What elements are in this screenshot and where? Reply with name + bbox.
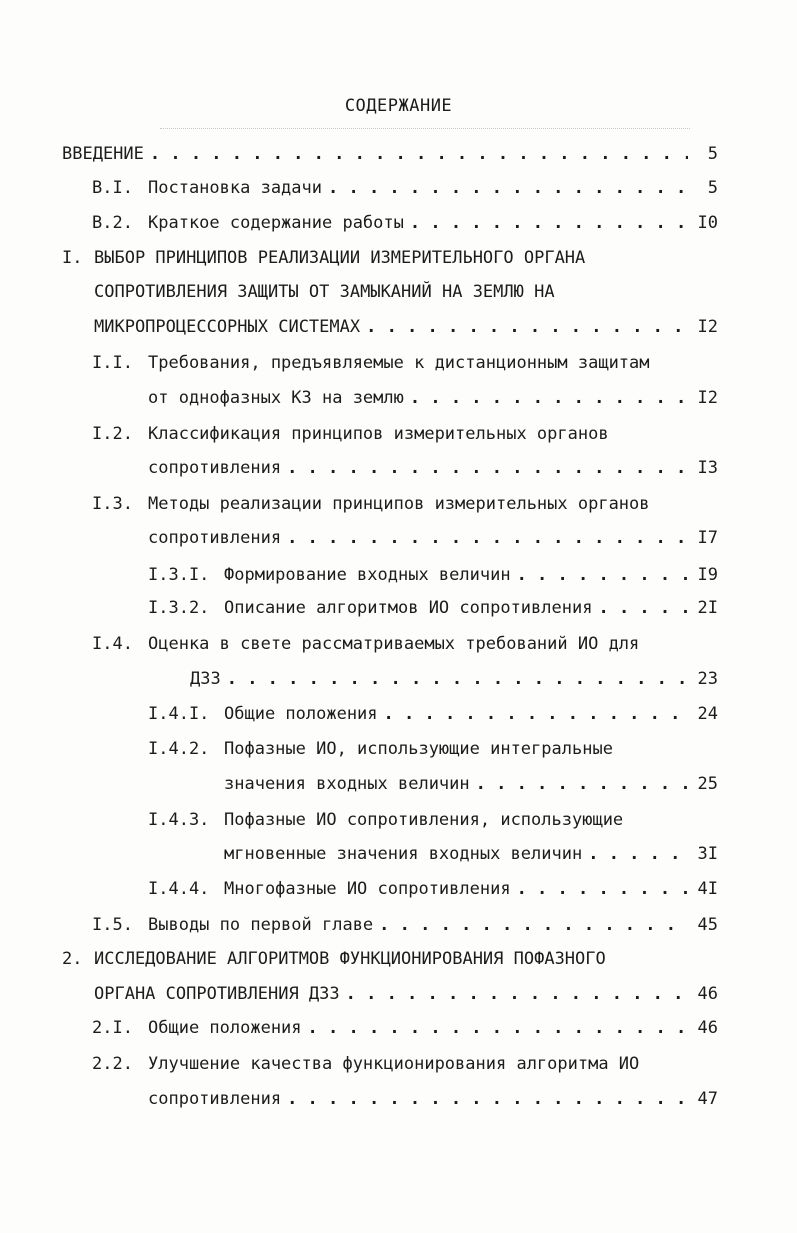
toc-entry-title: ВВЕДЕНИЕ bbox=[62, 144, 144, 164]
toc-entry-page-number: 3I bbox=[697, 844, 718, 864]
toc-entry-title: СОПРОТИВЛЕНИЯ ЗАЩИТЫ ОТ ЗАМЫКАНИЙ НА ЗЕМЛЮ НА bbox=[94, 282, 555, 302]
toc-entry-title: ИССЛЕДОВАНИЕ АЛГОРИТМОВ ФУНКЦИОНИРОВАНИЯ ПОФАЗНОГО bbox=[94, 949, 606, 969]
toc-entry-page-number: I2 bbox=[697, 317, 718, 337]
toc-entry bbox=[224, 840, 718, 868]
toc-entry bbox=[62, 945, 718, 973]
toc-entry bbox=[148, 700, 718, 728]
toc-entry bbox=[148, 561, 718, 589]
toc-entry-number: I.2. bbox=[92, 424, 133, 444]
toc-entry-page-number: 25 bbox=[697, 774, 718, 794]
toc-entry bbox=[148, 594, 718, 622]
toc-leader-dots bbox=[150, 140, 688, 168]
toc-entry-page-number: 5 bbox=[707, 178, 718, 198]
toc-leader-dots bbox=[346, 980, 688, 1008]
toc-entry bbox=[92, 490, 718, 518]
toc-entry-number: I.4.3. bbox=[148, 810, 210, 830]
toc-entry bbox=[94, 313, 718, 341]
toc-entry-title: Выводы по первой главе bbox=[148, 915, 374, 935]
toc-entry-page-number: 46 bbox=[697, 1018, 718, 1038]
toc-leader-dots bbox=[379, 911, 688, 939]
toc-entry-page-number: I0 bbox=[697, 213, 718, 233]
toc-entry-number: 2.I. bbox=[92, 1018, 133, 1038]
toc-entry-title: Оценка в свете рассматриваемых требований ИО для bbox=[148, 634, 640, 654]
scan-artifact-dots bbox=[160, 128, 690, 135]
toc-leader-dots bbox=[227, 665, 688, 693]
toc-entry-title: Классификация принципов измерительных органов bbox=[148, 424, 609, 444]
toc-entry bbox=[92, 174, 718, 202]
toc-entry-number: I.4. bbox=[92, 634, 133, 654]
toc-leader-dots bbox=[517, 561, 688, 589]
toc-entry-title: Требования, предъявляемые к дистанционным защитам bbox=[148, 353, 650, 373]
toc-leader-dots bbox=[598, 594, 688, 622]
toc-entry-title: значения входных величин bbox=[224, 774, 470, 794]
toc-leader-dots bbox=[328, 174, 688, 202]
toc-entry bbox=[190, 665, 718, 693]
toc-leader-dots bbox=[517, 875, 688, 903]
toc-entry-page-number: 47 bbox=[697, 1089, 718, 1109]
toc-entry-page-number: 4I bbox=[697, 879, 718, 899]
toc-entry-title: Краткое содержание работы bbox=[148, 213, 404, 233]
toc-entry-title: ДЗЗ bbox=[190, 669, 221, 689]
toc-entry-title: Пофазные ИО сопротивления, использующие bbox=[224, 810, 624, 830]
toc-entry-title: Постановка задачи bbox=[148, 178, 322, 198]
toc-entry bbox=[92, 209, 718, 237]
toc-entry-number: I.3.I. bbox=[148, 565, 210, 585]
toc-entry-page-number: 45 bbox=[697, 915, 718, 935]
toc-entry-number: I.5. bbox=[92, 915, 133, 935]
toc-entry bbox=[62, 140, 718, 168]
toc-entry-title: ВЫБОР ПРИНЦИПОВ РЕАЛИЗАЦИИ ИЗМЕРИТЕЛЬНОГО ОРГАНА bbox=[94, 248, 586, 268]
toc-leader-dots bbox=[287, 1085, 688, 1113]
toc-entry-title: от однофазных КЗ на землю bbox=[148, 388, 404, 408]
toc-leader-dots bbox=[476, 770, 688, 798]
toc-entry-number: В.2. bbox=[92, 213, 133, 233]
toc-entry-page-number: I9 bbox=[697, 565, 718, 585]
toc-leader-dots bbox=[308, 1014, 688, 1042]
toc-entry-title: мгновенные значения входных величин bbox=[224, 844, 583, 864]
toc-entry-number: I.4.2. bbox=[148, 739, 210, 759]
toc-entry bbox=[92, 911, 718, 939]
toc-entry-number: 2. bbox=[62, 949, 83, 969]
toc-entry-page-number: I3 bbox=[697, 458, 718, 478]
toc-entry-page-number: 23 bbox=[697, 669, 718, 689]
toc-entry bbox=[148, 1085, 718, 1113]
toc-entry-page-number: 5 bbox=[707, 144, 718, 164]
toc-entry-number: I.I. bbox=[92, 353, 133, 373]
toc-entry-number: I.4.I. bbox=[148, 704, 210, 724]
toc-entry bbox=[148, 735, 718, 763]
toc-entry-title: Описание алгоритмов ИО сопротивления bbox=[224, 598, 593, 618]
toc-entry-page-number: I2 bbox=[697, 388, 718, 408]
toc-entry-title: сопротивления bbox=[148, 528, 282, 548]
toc-entry-title: сопротивления bbox=[148, 1089, 282, 1109]
toc-entry bbox=[148, 384, 718, 412]
page-title: СОДЕРЖАНИЕ bbox=[344, 96, 453, 116]
toc-leader-dots bbox=[366, 313, 688, 341]
toc-entry-page-number: 46 bbox=[697, 984, 718, 1004]
toc-entry bbox=[92, 1050, 718, 1078]
toc-entry bbox=[94, 980, 718, 1008]
toc-entry bbox=[148, 806, 718, 834]
toc-entry bbox=[148, 875, 718, 903]
toc-entry-title: Пофазные ИО, использующие интегральные bbox=[224, 739, 613, 759]
toc-entry-number: I.4.4. bbox=[148, 879, 210, 899]
toc-entry bbox=[94, 278, 718, 306]
toc-leader-dots bbox=[410, 384, 688, 412]
toc-entry bbox=[224, 770, 718, 798]
toc-entry bbox=[62, 244, 718, 272]
toc-entry-number: I. bbox=[62, 248, 83, 268]
toc-entry bbox=[92, 349, 718, 377]
toc-leader-dots bbox=[287, 524, 688, 552]
toc-entry bbox=[148, 454, 718, 482]
toc-entry-page-number: I7 bbox=[697, 528, 718, 548]
toc-leader-dots bbox=[588, 840, 688, 868]
toc-entry-title: ОРГАНА СОПРОТИВЛЕНИЯ ДЗЗ bbox=[94, 984, 340, 1004]
toc-entry-page-number: 24 bbox=[697, 704, 718, 724]
toc-entry bbox=[148, 524, 718, 552]
toc-leader-dots bbox=[287, 454, 688, 482]
toc-entry-title: сопротивления bbox=[148, 458, 282, 478]
toc-entry-title: Общие положения bbox=[148, 1018, 302, 1038]
toc-entry-number: 2.2. bbox=[92, 1054, 133, 1074]
toc-entry bbox=[92, 420, 718, 448]
toc-entry-number: I.3.2. bbox=[148, 598, 210, 618]
toc-entry bbox=[92, 630, 718, 658]
toc-entry-page-number: 2I bbox=[697, 598, 718, 618]
toc-entry-title: Формирование входных величин bbox=[224, 565, 511, 585]
toc-leader-dots bbox=[384, 700, 688, 728]
toc-entry-title: Общие положения bbox=[224, 704, 378, 724]
toc-entry-number: I.3. bbox=[92, 494, 133, 514]
toc-entry-title: МИКРОПРОЦЕССОРНЫХ СИСТЕМАХ bbox=[94, 317, 361, 337]
toc-entry-title: Многофазные ИО сопротивления bbox=[224, 879, 511, 899]
toc-entry-number: В.I. bbox=[92, 178, 133, 198]
toc-entry bbox=[92, 1014, 718, 1042]
toc-entry-title: Улучшение качества функционирования алгоритма ИО bbox=[148, 1054, 640, 1074]
toc-leader-dots bbox=[410, 209, 688, 237]
toc-entry-title: Методы реализации принципов измерительных органов bbox=[148, 494, 650, 514]
